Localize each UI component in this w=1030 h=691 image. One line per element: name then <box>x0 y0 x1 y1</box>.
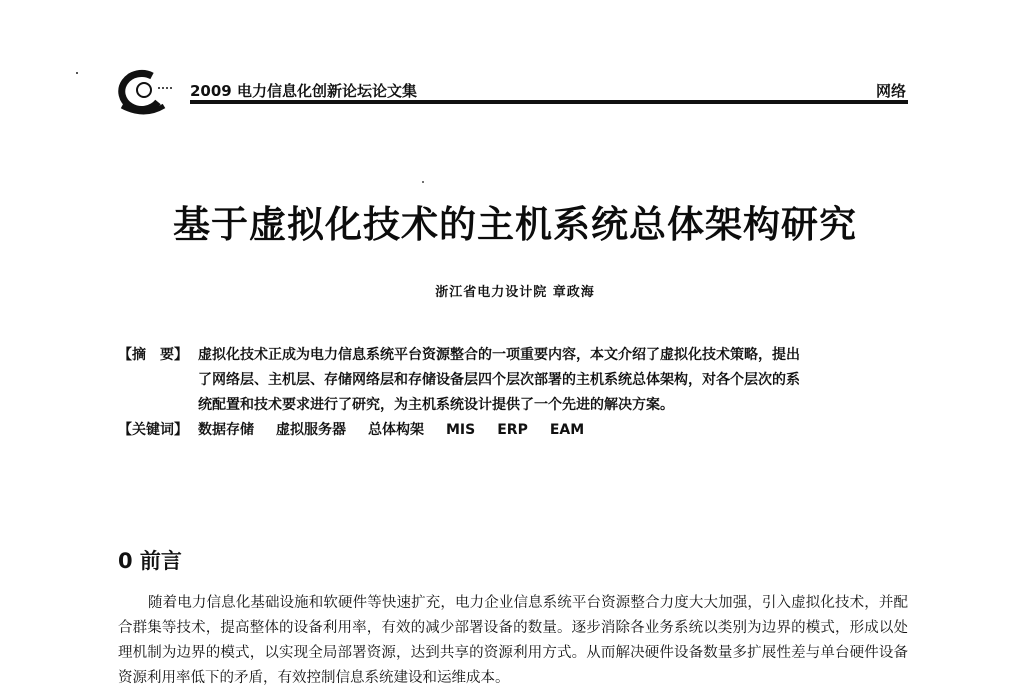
body-paragraph: 随着电力信息化基础设施和软硬件等快速扩充，电力企业信息系统平台资源整合力度大大加强，引入虚拟化技术，并配合群集等技术，提高整体的设备利用率，有效的减少部署设备的数量。逐步消除各业务系统以类别为边界的模式，形成以处理机制为边界的模式，以实现全局部署资源，达到共享的资源利用方式。从而解决硬件设备数量多扩展性差与单台硬件设备资源利用率低下的矛盾，有效控制信息系统建设和运维成本。 <box>118 595 908 686</box>
keyword: 虚拟服务器 <box>276 422 346 438</box>
keyword: ERP <box>497 422 528 438</box>
keyword: 数据存储 <box>198 422 254 438</box>
header-rule <box>190 100 908 104</box>
abstract-row <box>118 343 808 418</box>
keyword: 总体构架 <box>368 422 424 438</box>
journal-title: 2009 电力信息化创新论坛论文集 <box>190 82 417 100</box>
abstract-label: 【摘 要】 <box>118 347 188 363</box>
keywords-list <box>198 418 584 443</box>
paper-title: 基于虚拟化技术的主机系统总体架构研究 <box>173 203 857 246</box>
scan-speck <box>76 72 78 74</box>
abstract-text: 虚拟化技术正成为电力信息系统平台资源整合的一项重要内容，本文介绍了虚拟化技术策略，提出了网络层、主机层、存储网络层和存储设备层四个层次部署的主机系统总体架构，对各个层次的系统配置和技术要求进行了研究，为主机系统设计提供了一个先进的解决方案。 <box>198 347 800 413</box>
section-heading: 0 前言 <box>118 549 182 573</box>
keyword: EAM <box>549 422 585 438</box>
author-affiliation: 浙江省电力设计院 章政海 <box>435 285 595 300</box>
section-label: 网络 <box>875 82 906 100</box>
scan-speck <box>422 181 424 183</box>
keyword: MIS <box>446 422 476 438</box>
keywords-row <box>118 418 808 443</box>
abstract-block <box>118 343 808 443</box>
conference-logo <box>112 68 176 118</box>
keywords-label: 【关键词】 <box>118 422 188 438</box>
